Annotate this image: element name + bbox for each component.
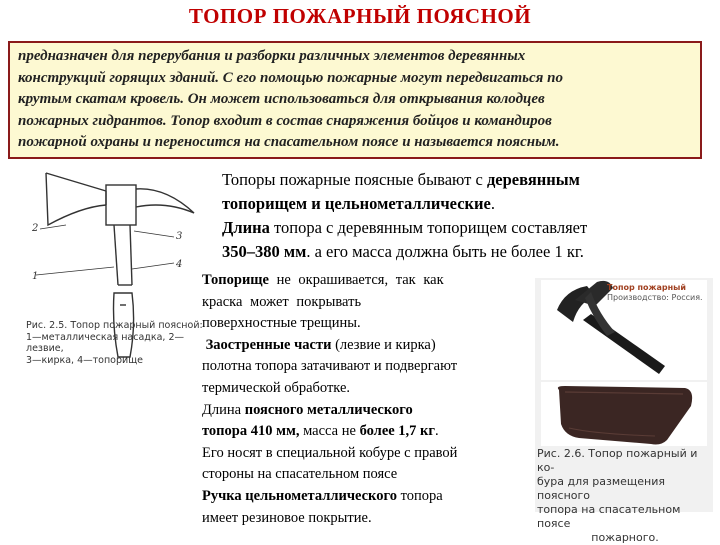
diagram-label: 2 [32, 223, 39, 234]
text: Топоры пожарные поясные бывают с [222, 170, 487, 189]
diagram-label: 1 [32, 271, 39, 282]
text: краска может покрывать [202, 293, 362, 310]
text: Его носят в специальной кобуре с правой [202, 444, 458, 461]
caption-line: 3—кирка, 4—топорище [26, 354, 143, 366]
text: топора с деревянным топорищем составляет [269, 218, 588, 237]
text-bold: деревянным [486, 170, 580, 189]
text-bold: более 1,7 кг [359, 423, 436, 440]
text-bold: топорищем и цельнометаллические [222, 194, 491, 213]
intro-line: предназначен для перерубания и разборки различных элементов деревянных [18, 48, 526, 64]
caption-line: топора на спасательном поясе [537, 503, 681, 530]
intro-box [8, 41, 702, 159]
text: . а его масса должна быть не более 1 кг. [306, 242, 584, 261]
text-bold: Топорище [202, 272, 269, 288]
text-bold: Ручка цельнометаллического [202, 487, 397, 504]
text: стороны на спасательном поясе [202, 466, 398, 483]
figure1-caption [26, 320, 206, 366]
intro-line: пожарных гидрантов. Топор входит в состав снаряжения бойцов и командиров [18, 112, 552, 129]
caption-line: 1—металлическая насадка, 2—лезвие, [26, 331, 184, 354]
text: масса не [299, 423, 360, 440]
main-paragraph [202, 270, 522, 529]
caption-line: Рис. 2.6. Топор пожарный и ко- [537, 447, 698, 474]
figure2-caption [537, 447, 713, 545]
diagram-label: 3 [176, 231, 183, 242]
text: Длина [202, 401, 245, 418]
diagram-label: 4 [176, 259, 183, 270]
text: (лезвие и кирка) [331, 336, 436, 353]
intro-line: пожарной охраны и переносится на спасательном поясе и называется поясным. [18, 134, 560, 150]
text: имеет резиновое покрытие. [202, 509, 372, 526]
label-line: Топор пожарный [607, 283, 686, 292]
caption-line: пожарного. [591, 531, 659, 544]
top-paragraph [222, 168, 702, 264]
text-bold: топора 410 мм, [202, 423, 300, 440]
product-label [607, 283, 703, 303]
text-bold: Заостренные части [205, 336, 332, 353]
text: термической обработке. [202, 379, 351, 396]
text-bold: поясного металлического [244, 401, 413, 418]
text-bold: 350–380 мм [222, 242, 307, 261]
label-line: Производство: Россия. [607, 293, 703, 302]
text: . [435, 423, 439, 440]
text-bold: Длина [222, 218, 270, 237]
text: не окрашивается, так как [268, 272, 444, 288]
page-title: ТОПОР ПОЖАРНЫЙ ПОЯСНОЙ [188, 4, 532, 28]
intro-line: крутым скатам кровель. Он может использоваться для открывания колодцев [18, 91, 545, 107]
caption-line: бура для размещения поясного [537, 475, 665, 502]
caption-line: Рис. 2.5. Топор пожарный поясной: [26, 320, 203, 331]
intro-line: конструкций горящих зданий. С его помощью пожарные могут передвигаться по [18, 69, 563, 86]
text: . [490, 194, 495, 213]
text: полотна топора затачивают и подвергают [202, 358, 458, 375]
text: топора [396, 487, 443, 504]
text: поверхностные трещины. [202, 315, 361, 332]
